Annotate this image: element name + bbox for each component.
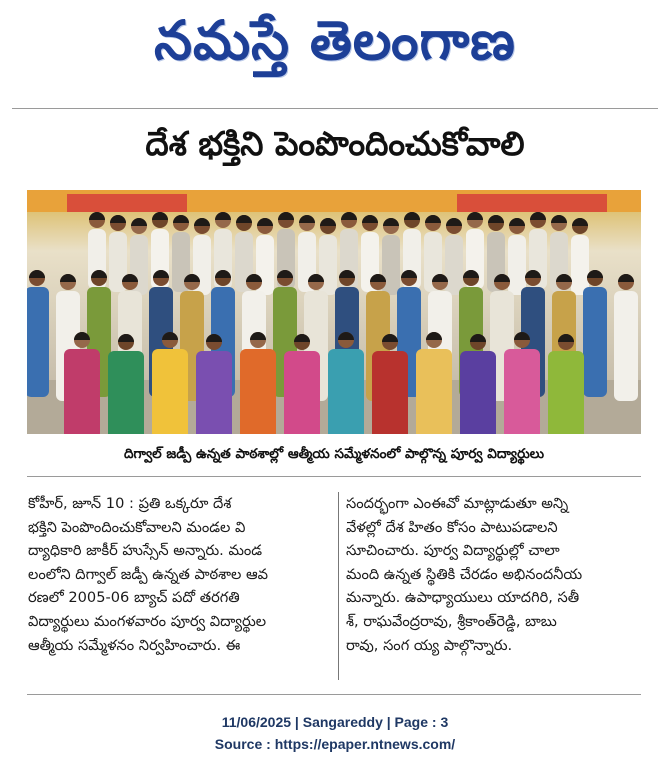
body-line: రావు, సంగ య్య పాల్గొన్నారు. xyxy=(346,636,513,654)
footer-meta: 11/06/2025 | Sangareddy | Page : 3 xyxy=(221,714,449,730)
article-headline: దేశ భక్తిని పెంపొందించుకోవాలి xyxy=(145,124,525,163)
body-line: వేళల్లో దేశ హితం కోసం పాటుపడాలని xyxy=(346,518,558,536)
column-separator xyxy=(338,492,339,680)
body-line: రణలో 2005-06 బ్యాచ్ పదో తరగతి xyxy=(28,589,240,607)
body-line: మంది ఉన్నత స్థితికి చేరడం అభినందనీయ xyxy=(346,565,583,583)
body-line: కోహీర్, జూన్ 10 : ప్రతి ఒక్కరూ దేశ xyxy=(28,495,232,512)
group-photo xyxy=(27,190,641,434)
photo-caption: దిగ్వాల్ జడ్పీ ఉన్నత పాఠశాల్లో ఆత్మీయ సమ్మేళనంలో పాల్గొన్న పూర్వ విద్యార్థులు xyxy=(123,446,544,462)
masthead-title: నమస్తే తెలంగాణ xyxy=(154,9,516,72)
body-line: సందర్భంగా ఎంఈవో మాట్లాడుతూ అన్ని xyxy=(346,495,569,512)
body-line: భక్తిని పెంపొందించుకోవాలని మండల వి xyxy=(28,518,246,536)
footer-source: Source : https://epaper.ntnews.com/ xyxy=(214,736,456,752)
caption-divider xyxy=(27,476,641,477)
top-divider xyxy=(12,108,658,109)
body-line: విద్యార్థులు మంగళవారం పూర్వ విద్యార్థుల xyxy=(28,612,267,630)
article-body-left xyxy=(28,492,331,657)
body-line: మన్నారు. ఉపాధ్యాయులు యాదగిరి, సతీ xyxy=(346,589,580,607)
body-line: లంలోని దిగ్వాల్ జడ్పీ ఉన్నత పాఠశాల ఆవ xyxy=(28,565,269,583)
body-line: ద్యాధికారి జాకీర్ హుస్సేన్ అన్నారు. మండ xyxy=(28,542,263,560)
body-line: సూచించారు. పూర్వ విద్యార్థుల్లో చాలా xyxy=(346,542,560,560)
footer-divider xyxy=(27,694,641,695)
article-body-right xyxy=(346,492,643,657)
body-line: శ్, రాఘవేంద్రరావు, శ్రీకాంత్‌రెడ్డి, బాబు xyxy=(346,612,557,630)
newspaper-masthead xyxy=(0,0,670,95)
body-line: ఆత్మీయ సమ్మేళనం నిర్వహించారు. ఈ xyxy=(28,636,241,654)
